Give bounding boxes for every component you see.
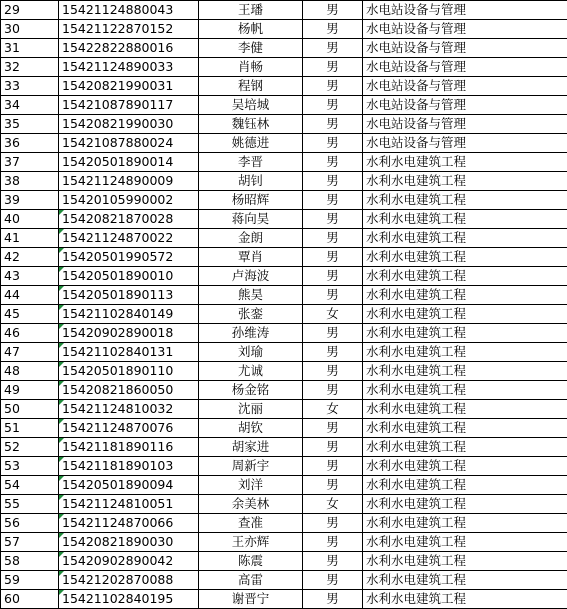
- student-name-cell[interactable]: 余美林: [199, 495, 303, 514]
- row-number-cell[interactable]: 51: [1, 419, 59, 438]
- major-cell[interactable]: 水利水电建筑工程: [363, 457, 567, 476]
- table-row: [1, 419, 567, 438]
- gender-cell[interactable]: 女: [303, 495, 363, 514]
- gender-cell[interactable]: 男: [303, 476, 363, 495]
- student-id-cell[interactable]: 15421124870066: [59, 514, 199, 533]
- row-number-cell[interactable]: 48: [1, 362, 59, 381]
- student-id-cell[interactable]: 15420105990002: [59, 191, 199, 210]
- gender-cell[interactable]: 男: [303, 324, 363, 343]
- student-id-cell[interactable]: 15420821990030: [59, 115, 199, 134]
- student-id-cell[interactable]: 15421122870152: [59, 20, 199, 39]
- gender-cell[interactable]: 男: [303, 1, 363, 20]
- major-cell[interactable]: 水利水电建筑工程: [363, 153, 567, 172]
- row-number-cell[interactable]: 33: [1, 77, 59, 96]
- row-number-cell[interactable]: 60: [1, 590, 59, 609]
- gender-cell[interactable]: 男: [303, 286, 363, 305]
- student-name-cell[interactable]: 肖畅: [199, 58, 303, 77]
- row-number-cell[interactable]: 32: [1, 58, 59, 77]
- table-row: [1, 1, 567, 20]
- row-number-cell[interactable]: 50: [1, 400, 59, 419]
- gender-cell[interactable]: 女: [303, 305, 363, 324]
- major-cell[interactable]: 水利水电建筑工程: [363, 476, 567, 495]
- row-number-cell[interactable]: 52: [1, 438, 59, 457]
- gender-cell[interactable]: 男: [303, 362, 363, 381]
- table-row: [1, 362, 567, 381]
- student-id-cell[interactable]: 15420821870028: [59, 210, 199, 229]
- gender-cell[interactable]: 男: [303, 533, 363, 552]
- row-number-cell[interactable]: 58: [1, 552, 59, 571]
- student-name-cell[interactable]: 杨金铭: [199, 381, 303, 400]
- student-id-cell[interactable]: 15420501890010: [59, 267, 199, 286]
- row-number-cell[interactable]: 57: [1, 533, 59, 552]
- table-row: [1, 267, 567, 286]
- student-name-cell[interactable]: 查准: [199, 514, 303, 533]
- major-cell[interactable]: 水利水电建筑工程: [363, 362, 567, 381]
- student-name-cell[interactable]: 魏钰林: [199, 115, 303, 134]
- gender-cell[interactable]: 男: [303, 77, 363, 96]
- gender-cell[interactable]: 男: [303, 134, 363, 153]
- student-name-cell[interactable]: 程钢: [199, 77, 303, 96]
- student-id-cell[interactable]: 15420902890018: [59, 324, 199, 343]
- student-name-cell[interactable]: 蒋向昊: [199, 210, 303, 229]
- table-row: [1, 134, 567, 153]
- gender-cell[interactable]: 男: [303, 96, 363, 115]
- table-row: [1, 343, 567, 362]
- student-name-cell[interactable]: 王璠: [199, 1, 303, 20]
- student-id-cell[interactable]: 15421087880024: [59, 134, 199, 153]
- table-row: [1, 58, 567, 77]
- major-cell[interactable]: 水电站设备与管理: [363, 39, 567, 58]
- major-cell[interactable]: 水利水电建筑工程: [363, 267, 567, 286]
- row-number-cell[interactable]: 35: [1, 115, 59, 134]
- gender-cell[interactable]: 男: [303, 590, 363, 609]
- student-id-cell[interactable]: 15421124810032: [59, 400, 199, 419]
- row-number-cell[interactable]: 46: [1, 324, 59, 343]
- gender-cell[interactable]: 男: [303, 172, 363, 191]
- row-number-cell[interactable]: 54: [1, 476, 59, 495]
- major-cell[interactable]: 水利水电建筑工程: [363, 381, 567, 400]
- row-number-cell[interactable]: 55: [1, 495, 59, 514]
- gender-cell[interactable]: 男: [303, 115, 363, 134]
- gender-cell[interactable]: 男: [303, 39, 363, 58]
- major-cell[interactable]: 水利水电建筑工程: [363, 324, 567, 343]
- student-id-cell[interactable]: 15421102840195: [59, 590, 199, 609]
- student-name-cell[interactable]: 谢晋宁: [199, 590, 303, 609]
- student-name-cell[interactable]: 胡钦: [199, 419, 303, 438]
- student-name-cell[interactable]: 张銮: [199, 305, 303, 324]
- student-name-cell[interactable]: 金朗: [199, 229, 303, 248]
- student-name-cell[interactable]: 李晋: [199, 153, 303, 172]
- major-cell[interactable]: 水利水电建筑工程: [363, 286, 567, 305]
- gender-cell[interactable]: 男: [303, 419, 363, 438]
- major-cell[interactable]: 水利水电建筑工程: [363, 400, 567, 419]
- student-id-cell[interactable]: 15420821860050: [59, 381, 199, 400]
- student-name-cell[interactable]: 高雷: [199, 571, 303, 590]
- major-cell[interactable]: 水利水电建筑工程: [363, 571, 567, 590]
- row-number-cell[interactable]: 44: [1, 286, 59, 305]
- major-cell[interactable]: 水利水电建筑工程: [363, 495, 567, 514]
- table-row: [1, 476, 567, 495]
- student-name-cell[interactable]: 李健: [199, 39, 303, 58]
- gender-cell[interactable]: 女: [303, 400, 363, 419]
- row-number-cell[interactable]: 30: [1, 20, 59, 39]
- student-id-cell[interactable]: 15420902890042: [59, 552, 199, 571]
- major-cell[interactable]: 水利水电建筑工程: [363, 533, 567, 552]
- student-name-cell[interactable]: 胡钊: [199, 172, 303, 191]
- student-id-cell[interactable]: 15421124870022: [59, 229, 199, 248]
- row-number-cell[interactable]: 34: [1, 96, 59, 115]
- gender-cell[interactable]: 男: [303, 229, 363, 248]
- row-number-cell[interactable]: 43: [1, 267, 59, 286]
- table-row: [1, 172, 567, 191]
- row-number-cell[interactable]: 36: [1, 134, 59, 153]
- row-number-cell[interactable]: 38: [1, 172, 59, 191]
- student-id-cell[interactable]: 15421124810051: [59, 495, 199, 514]
- student-id-cell[interactable]: 15421181890103: [59, 457, 199, 476]
- student-id-cell[interactable]: 15421102840131: [59, 343, 199, 362]
- student-id-cell[interactable]: 15421124880043: [59, 1, 199, 20]
- table-body: [1, 1, 567, 609]
- major-cell[interactable]: 水利水电建筑工程: [363, 248, 567, 267]
- major-cell[interactable]: 水利水电建筑工程: [363, 552, 567, 571]
- row-number-cell[interactable]: 42: [1, 248, 59, 267]
- row-number-cell[interactable]: 29: [1, 1, 59, 20]
- table-row: [1, 248, 567, 267]
- student-id-cell[interactable]: 15420501890094: [59, 476, 199, 495]
- student-id-cell[interactable]: 15421124870076: [59, 419, 199, 438]
- table-row: [1, 495, 567, 514]
- gender-cell[interactable]: 男: [303, 153, 363, 172]
- student-id-cell[interactable]: 15420501990572: [59, 248, 199, 267]
- student-id-cell[interactable]: 15420501890014: [59, 153, 199, 172]
- row-number-cell[interactable]: 49: [1, 381, 59, 400]
- table-row: [1, 571, 567, 590]
- gender-cell[interactable]: 男: [303, 552, 363, 571]
- student-id-cell[interactable]: 15420821990031: [59, 77, 199, 96]
- major-cell[interactable]: 水利水电建筑工程: [363, 343, 567, 362]
- major-cell[interactable]: 水电站设备与管理: [363, 77, 567, 96]
- table-row: [1, 20, 567, 39]
- table-row: [1, 229, 567, 248]
- major-cell[interactable]: 水电站设备与管理: [363, 58, 567, 77]
- table-row: [1, 153, 567, 172]
- gender-cell[interactable]: 男: [303, 514, 363, 533]
- major-cell[interactable]: 水电站设备与管理: [363, 96, 567, 115]
- major-cell[interactable]: 水利水电建筑工程: [363, 514, 567, 533]
- row-number-cell[interactable]: 47: [1, 343, 59, 362]
- row-number-cell[interactable]: 37: [1, 153, 59, 172]
- student-name-cell[interactable]: 周新宇: [199, 457, 303, 476]
- student-id-cell[interactable]: 15420501890110: [59, 362, 199, 381]
- major-cell[interactable]: 水利水电建筑工程: [363, 191, 567, 210]
- student-name-cell[interactable]: 刘瑜: [199, 343, 303, 362]
- table-row: [1, 39, 567, 58]
- gender-cell[interactable]: 男: [303, 381, 363, 400]
- student-id-cell[interactable]: 15421124890009: [59, 172, 199, 191]
- table-row: [1, 381, 567, 400]
- major-cell[interactable]: 水利水电建筑工程: [363, 172, 567, 191]
- major-cell[interactable]: 水利水电建筑工程: [363, 438, 567, 457]
- student-name-cell[interactable]: 沈丽: [199, 400, 303, 419]
- gender-cell[interactable]: 男: [303, 191, 363, 210]
- student-name-cell[interactable]: 陈震: [199, 552, 303, 571]
- table-row: [1, 286, 567, 305]
- student-name-cell[interactable]: 熊昊: [199, 286, 303, 305]
- student-name-cell[interactable]: 王亦辉: [199, 533, 303, 552]
- table-row: [1, 457, 567, 476]
- row-number-cell[interactable]: 59: [1, 571, 59, 590]
- student-name-cell[interactable]: 孙维涛: [199, 324, 303, 343]
- gender-cell[interactable]: 男: [303, 343, 363, 362]
- row-number-cell[interactable]: 39: [1, 191, 59, 210]
- student-name-cell[interactable]: 覃肖: [199, 248, 303, 267]
- row-number-cell[interactable]: 53: [1, 457, 59, 476]
- major-cell[interactable]: 水利水电建筑工程: [363, 419, 567, 438]
- student-name-cell[interactable]: 刘洋: [199, 476, 303, 495]
- table-row: [1, 324, 567, 343]
- student-id-cell[interactable]: 15422822880016: [59, 39, 199, 58]
- gender-cell[interactable]: 男: [303, 58, 363, 77]
- table-row: [1, 96, 567, 115]
- gender-cell[interactable]: 男: [303, 457, 363, 476]
- gender-cell[interactable]: 男: [303, 20, 363, 39]
- student-id-cell[interactable]: 15421181890116: [59, 438, 199, 457]
- table-row: [1, 533, 567, 552]
- gender-cell[interactable]: 男: [303, 248, 363, 267]
- gender-cell[interactable]: 男: [303, 267, 363, 286]
- student-name-cell[interactable]: 胡家进: [199, 438, 303, 457]
- major-cell[interactable]: 水利水电建筑工程: [363, 590, 567, 609]
- student-name-cell[interactable]: 杨昭辉: [199, 191, 303, 210]
- table-row: [1, 191, 567, 210]
- gender-cell[interactable]: 男: [303, 571, 363, 590]
- major-cell[interactable]: 水电站设备与管理: [363, 134, 567, 153]
- student-id-cell[interactable]: 15420821890030: [59, 533, 199, 552]
- student-name-cell[interactable]: 姚德进: [199, 134, 303, 153]
- row-number-cell[interactable]: 41: [1, 229, 59, 248]
- row-number-cell[interactable]: 40: [1, 210, 59, 229]
- student-id-cell[interactable]: 15421124890033: [59, 58, 199, 77]
- table-row: [1, 210, 567, 229]
- table-row: [1, 552, 567, 571]
- student-name-cell[interactable]: 杨帆: [199, 20, 303, 39]
- row-number-cell[interactable]: 45: [1, 305, 59, 324]
- student-name-cell[interactable]: 吴培城: [199, 96, 303, 115]
- row-number-cell[interactable]: 56: [1, 514, 59, 533]
- student-id-cell[interactable]: 15420501890113: [59, 286, 199, 305]
- gender-cell[interactable]: 男: [303, 438, 363, 457]
- table-row: [1, 305, 567, 324]
- table-row: [1, 590, 567, 609]
- student-id-cell[interactable]: 15421202870088: [59, 571, 199, 590]
- student-name-cell[interactable]: 卢海波: [199, 267, 303, 286]
- table-row: [1, 514, 567, 533]
- gender-cell[interactable]: 男: [303, 210, 363, 229]
- major-cell[interactable]: 水电站设备与管理: [363, 115, 567, 134]
- table-row: [1, 438, 567, 457]
- major-cell[interactable]: 水利水电建筑工程: [363, 305, 567, 324]
- major-cell[interactable]: 水电站设备与管理: [363, 1, 567, 20]
- student-id-cell[interactable]: 15421087890117: [59, 96, 199, 115]
- table-row: [1, 115, 567, 134]
- student-name-cell[interactable]: 尤诚: [199, 362, 303, 381]
- major-cell[interactable]: 水利水电建筑工程: [363, 229, 567, 248]
- major-cell[interactable]: 水利水电建筑工程: [363, 210, 567, 229]
- table-row: [1, 400, 567, 419]
- row-number-cell[interactable]: 31: [1, 39, 59, 58]
- table-row: [1, 77, 567, 96]
- major-cell[interactable]: 水电站设备与管理: [363, 20, 567, 39]
- student-id-cell[interactable]: 15421102840149: [59, 305, 199, 324]
